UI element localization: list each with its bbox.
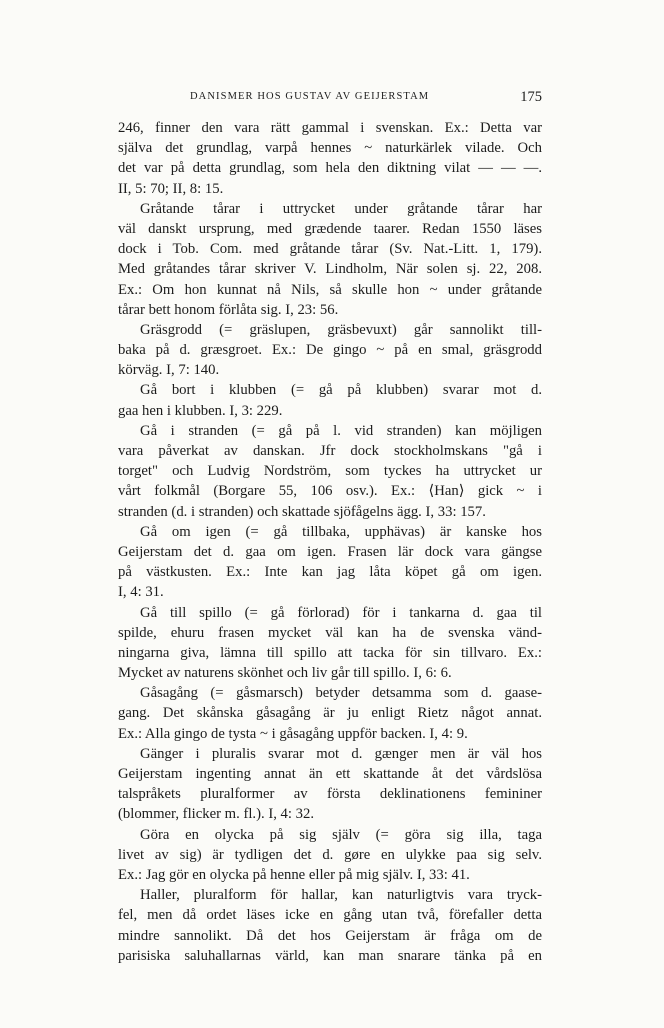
text-line: vårt folkmål (Borgare 55, 106 osv.). Ex.: ⟨Han⟩ gick ~ i xyxy=(118,483,542,500)
entry-line: Gå om igen (= gå tillbaka, upphävas) är kanske hos xyxy=(140,523,542,540)
text-line: Geijerstam ingenting annat än ett skattande åt det vårdslösa xyxy=(118,766,542,782)
text-line: Mycket av naturens skönhet och liv går till spillo. I, 6: 6. xyxy=(118,665,452,682)
text-line: II, 5: 70; II, 8: 15. xyxy=(118,180,224,197)
text-line: tårar bett honom förlåta sig. I, 23: 56. xyxy=(118,301,339,318)
text-line: talspråkets pluralformer av första deklinationens femininer xyxy=(118,786,542,803)
text-line: I, 4: 31. xyxy=(118,584,164,601)
entry-line: Göra en olycka på sig själv (= göra sig illa, taga xyxy=(140,826,542,843)
text-line: stranden (d. i stranden) och skattade sjöfågelns ägg. I, 33: 157. xyxy=(118,503,486,520)
entry-line: Gå bort i klubben (= gå på klubben) svarar mot d. xyxy=(140,382,542,399)
entry-line: Haller, pluralform för hallar, kan naturligtvis vara tryck- xyxy=(140,887,542,904)
text-line: gang. Det skånska gåsagång är ju enligt Rietz något annat. xyxy=(118,705,542,722)
text-line: ningarna giva, lämna till spillo att tacka för sin tillvaro. Ex.: xyxy=(118,644,542,661)
entry-line: Gänger i pluralis svarar mot d. gænger men är väl hos xyxy=(140,745,542,762)
text-line: gaa hen i klubben. I, 3: 229. xyxy=(118,402,283,419)
text-line: parisiska saluhallarnas värld, kan man snarare tänka på en xyxy=(118,947,542,964)
text-line: torget" och Ludvig Nordström, som tyckes ha uttrycket ur xyxy=(118,463,542,480)
text-line: mindre sannolikt. Då det hos Geijerstam är fråga om de xyxy=(118,927,542,944)
text-line: dock i Tob. Com. med gråtande tårar (Sv. Nat.-Litt. 1, 179). xyxy=(118,241,542,258)
text-line: körväg. I, 7: 140. xyxy=(118,362,220,379)
entry-line: Gå till spillo (= gå förlorad) för i tankarna d. gaa til xyxy=(140,604,542,621)
text-line: vara påverkat av danskan. Jfr dock stockholmskans "gå i xyxy=(118,443,542,459)
text-line: spilde, ehuru frasen mycket väl kan ha de svenska vänd- xyxy=(118,624,542,641)
text-line: Ex.: Om hon kunnat nå Nils, så skulle hon ~ under gråtande xyxy=(118,281,542,298)
text-line: Ex.: Alla gingo de tysta ~ i gåsagång uppför backen. I, 4: 9. xyxy=(118,725,468,742)
text-line: fel, men då ordet läses icke en gång utan två, förefaller detta xyxy=(118,907,542,924)
entry-line: Gå i stranden (= gå på l. vid stranden) kan möjligen xyxy=(140,422,542,439)
text-line: 246, finner den vara rätt gammal i svenskan. Ex.: Detta var xyxy=(118,120,542,136)
text-line: Med gråtandes tårar skriver V. Lindholm, När solen sj. 22, 208. xyxy=(118,261,542,278)
text-line: livet av sig) är tydligen det d. gøre en ulykke paa sig selv. xyxy=(118,846,542,863)
entry-line: Gräsgrodd (= gräslupen, gräsbevuxt) går sannolikt till- xyxy=(140,321,542,338)
entry-line: Gråtande tårar i uttrycket under gråtande tårar har xyxy=(140,200,542,217)
page-header xyxy=(118,91,542,109)
text-line: väl danskt ursprung, med grædende taarer. Redan 1550 läses xyxy=(118,220,542,237)
text-line: (blommer, flicker m. fl.). I, 4: 32. xyxy=(118,806,315,823)
body-text xyxy=(118,118,542,966)
page-number: 175 xyxy=(520,89,542,105)
entry-line: Gåsagång (= gåsmarsch) betyder detsamma som d. gaase- xyxy=(140,685,542,702)
text-line: det var på detta grundlag, som hela den diktning vilat — — —. xyxy=(118,160,542,177)
text-line: Geijerstam det d. gaa om igen. Frasen lär dock vara gängse xyxy=(118,543,542,560)
text-line: baka på d. græsgroet. Ex.: De gingo ~ på en smal, gräsgrodd xyxy=(118,342,542,359)
text-line: själva det grundlag, varpå hennes ~ naturkärlek vilade. Och xyxy=(118,140,542,157)
text-line: på västkusten. Ex.: Inte kan jag låta köpet gå om igen. xyxy=(118,564,542,581)
text-line: Ex.: Jag gör en olycka på henne eller på mig själv. I, 33: 41. xyxy=(118,866,470,883)
running-title: DANISMER HOS GUSTAV AV GEIJERSTAM xyxy=(190,91,430,102)
